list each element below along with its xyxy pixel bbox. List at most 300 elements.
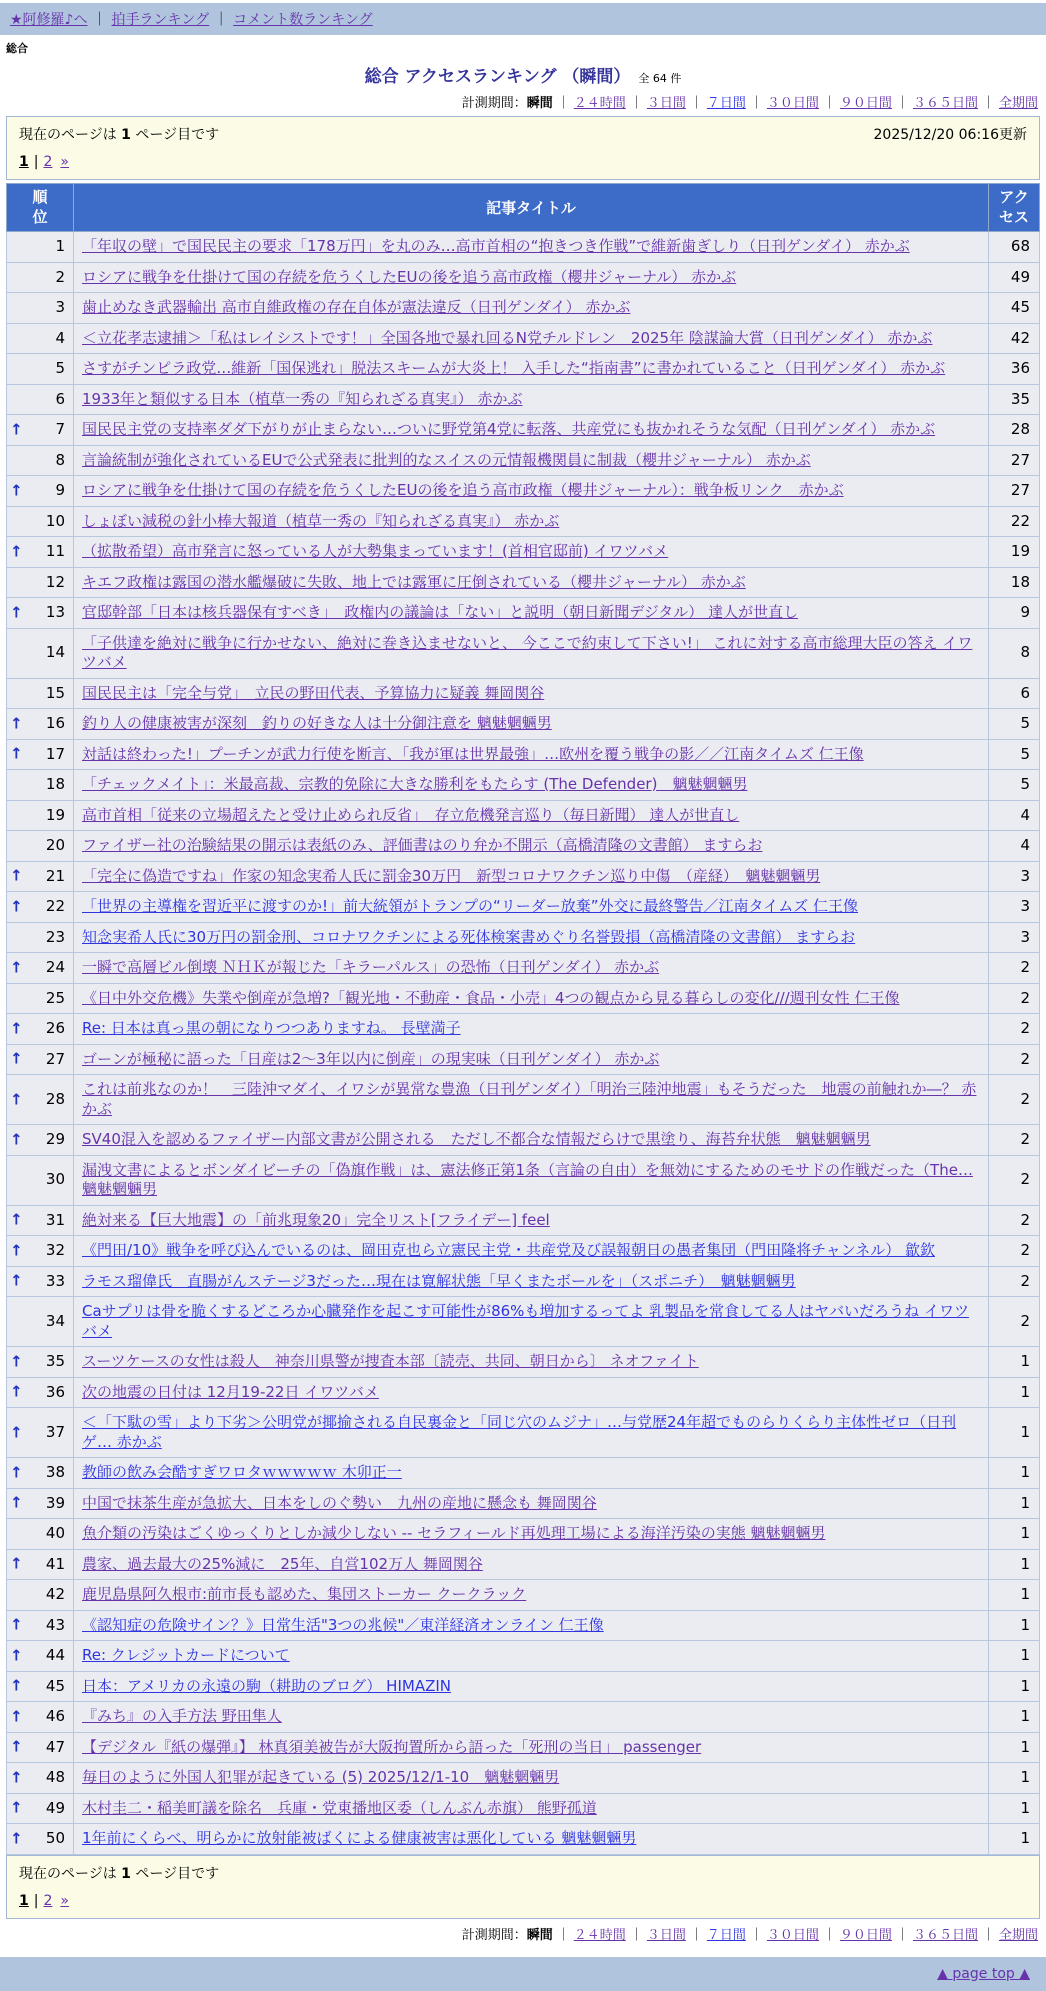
- access-count: 5: [989, 709, 1040, 740]
- table-row: [7, 770, 1040, 801]
- table-row: [7, 739, 1040, 770]
- period-link[interactable]: ７日間: [706, 96, 746, 111]
- rank-up-icon: ↑: [10, 1049, 23, 1068]
- rank-up-icon: ↑: [10, 1271, 23, 1290]
- article-link[interactable]: ラモス瑠偉氏 直腸がんステージ3だった…現在は寛解状態「早くまたボールを」（スポニチ） 魑魅魍魎男: [82, 1271, 796, 1290]
- section-label: 総合: [6, 42, 28, 55]
- article-title-cell: [74, 415, 989, 446]
- rank-number: 47: [45, 1737, 65, 1756]
- rank-cell: [7, 1549, 74, 1580]
- access-count: 1: [989, 1519, 1040, 1550]
- article-link[interactable]: 木村圭二・稲美町議を除名 兵庫・党東播地区委（しんぶん赤旗） 熊野孤道: [82, 1798, 597, 1817]
- rank-cell: [7, 1266, 74, 1297]
- rank-number: 50: [45, 1829, 65, 1847]
- page-links: [19, 1893, 1027, 1909]
- rank-cell: [7, 1155, 74, 1205]
- table-row: [7, 354, 1040, 385]
- article-title-cell: [74, 1641, 989, 1672]
- rank-cell: [7, 1205, 74, 1236]
- article-link[interactable]: 《認知症の危険サイン？》日常生活"3つの兆候"／東洋経済オンライン 仁王像: [82, 1615, 604, 1634]
- article-link[interactable]: 1年前にくらべ、明らかに放射能被ばくによる健康被害は悪化している 魑魅魍魎男: [82, 1829, 637, 1847]
- separator: ｜: [981, 1927, 995, 1943]
- rank-up-icon: ↑: [10, 1798, 23, 1817]
- rank-cell: [7, 1824, 74, 1855]
- separator: ｜: [749, 1927, 763, 1943]
- article-title-cell: [74, 1610, 989, 1641]
- rank-cell: [7, 1458, 74, 1489]
- access-count: 35: [989, 384, 1040, 415]
- article-title-cell: [74, 1671, 989, 1702]
- article-title-cell: [74, 800, 989, 831]
- article-title-cell: [74, 739, 989, 770]
- article-link[interactable]: 教師の飲み会酷すぎワロタｗｗｗｗｗ 木卯正一: [82, 1463, 402, 1481]
- article-link[interactable]: 漏洩文書によるとボンダイビーチの「偽旗作戦」は、憲法修正第1条（言論の自由）を無効にするためのモサドの作戦だった（The… 魑魅魍魎男: [82, 1160, 973, 1198]
- article-link[interactable]: 農家、過去最大の25%減に 25年、自営102万人 舞岡関谷: [82, 1554, 483, 1573]
- access-count: 2: [989, 1044, 1040, 1075]
- rank-up-icon: ↑: [10, 1130, 23, 1148]
- rank-cell: [7, 1641, 74, 1672]
- article-title-cell: [74, 628, 989, 678]
- separator: |: [33, 1892, 39, 1909]
- rank-up-icon: ↑: [10, 1382, 23, 1401]
- access-count: 1: [989, 1458, 1040, 1489]
- rank-number: 48: [45, 1768, 65, 1786]
- rank-number: 3: [55, 298, 65, 316]
- rank-column-header: 順位: [7, 184, 74, 232]
- rank-up-icon: ↑: [10, 1646, 23, 1664]
- rank-number: 4: [55, 328, 65, 347]
- table-row: [7, 1671, 1040, 1702]
- access-count: 45: [989, 293, 1040, 324]
- article-link[interactable]: 「年収の壁」で国民民主の要求「178万円」を丸のみ…高市首相の“抱きつき作戦”で維新歯ぎしり（日刊ゲンダイ） 赤かぶ: [82, 237, 910, 255]
- separator: ｜: [689, 96, 703, 111]
- rank-number: 24: [45, 958, 65, 976]
- article-link[interactable]: （拡散希望）高市発言に怒っている人が大勢集まっています！(首相官邸前) イワツバメ: [82, 542, 669, 560]
- article-link[interactable]: 官邸幹部「日本は核兵器保有すべき」 政権内の議論は「ない」と説明（朝日新聞デジタル） 達人が世直し: [82, 603, 799, 621]
- rank-number: 2: [55, 267, 65, 286]
- page-status: 現在のページは 1 ページ目です: [19, 1865, 220, 1882]
- separator: ｜: [822, 1927, 836, 1943]
- access-count: 2: [989, 1155, 1040, 1205]
- period-link[interactable]: ９０日間: [839, 96, 892, 111]
- period-label: 計測期間：: [461, 96, 527, 111]
- table-row: [7, 1044, 1040, 1075]
- period-link[interactable]: ３０日間: [766, 1927, 819, 1943]
- article-link[interactable]: 1933年と類似する日本（植草一秀の『知られざる真実』） 赤かぶ: [82, 389, 523, 408]
- rank-cell: [7, 1610, 74, 1641]
- table-row: [7, 537, 1040, 568]
- period-link[interactable]: ２４時間: [573, 96, 626, 111]
- article-title-cell: [74, 922, 989, 953]
- table-row: [7, 1702, 1040, 1733]
- rank-up-icon: ↑: [10, 958, 23, 976]
- next-page-link[interactable]: »: [60, 1892, 69, 1909]
- access-count: 28: [989, 415, 1040, 446]
- rank-up-icon: ↑: [10, 897, 23, 915]
- table-header-row: [7, 184, 1040, 232]
- access-count: 68: [989, 232, 1040, 263]
- access-count: 8: [989, 628, 1040, 678]
- access-count: 18: [989, 567, 1040, 598]
- access-count: 1: [989, 1671, 1040, 1702]
- table-row: [7, 1824, 1040, 1855]
- period-link[interactable]: ３６５日間: [912, 96, 978, 111]
- article-link[interactable]: ファイザー社の治験結果の開示は表紙のみ、評価書はのり弁か不開示（高橋清隆の文書館） ますらお: [82, 836, 763, 854]
- period-current: 瞬間: [526, 1927, 553, 1943]
- rank-number: 36: [45, 1382, 65, 1401]
- article-link[interactable]: Re: クレジットカードについて: [82, 1646, 290, 1664]
- rank-number: 34: [45, 1311, 65, 1330]
- rank-number: 35: [45, 1352, 65, 1370]
- table-row: [7, 1075, 1040, 1125]
- table-row: [7, 1297, 1040, 1347]
- rank-cell: [7, 354, 74, 385]
- separator: ｜: [981, 96, 995, 111]
- table-row: [7, 445, 1040, 476]
- rank-cell: [7, 1377, 74, 1408]
- article-title-cell: [74, 293, 989, 324]
- table-row: [7, 415, 1040, 446]
- access-count: 3: [989, 861, 1040, 892]
- rank-number: 31: [45, 1210, 65, 1229]
- rank-number: 5: [55, 359, 65, 377]
- bottom-bar: [0, 1957, 1046, 1991]
- rank-cell: [7, 861, 74, 892]
- article-link[interactable]: 国民民主党の支持率ダダ下がりが止まらない…ついに野党第4党に転落、共産党にも抜かれそうな気配（日刊ゲンダイ） 赤かぶ: [82, 420, 936, 438]
- period-link[interactable]: ９０日間: [839, 1927, 892, 1943]
- table-row: [7, 1266, 1040, 1297]
- separator: ｜: [629, 1927, 643, 1943]
- rank-up-icon: ↑: [10, 866, 23, 885]
- current-page-number: 1: [121, 127, 131, 143]
- rank-number: 38: [45, 1463, 65, 1481]
- rank-cell: [7, 1671, 74, 1702]
- rank-up-icon: ↑: [10, 1768, 23, 1786]
- page-link[interactable]: 2: [43, 154, 53, 170]
- rank-number: 8: [55, 450, 65, 469]
- article-title-cell: [74, 445, 989, 476]
- period-link[interactable]: ２４時間: [573, 1927, 626, 1943]
- access-count: 2: [989, 1075, 1040, 1125]
- access-count: 1: [989, 1580, 1040, 1611]
- article-link[interactable]: さすがチンピラ政党…維新「国保逃れ」脱法スキームが大炎上！ 入手した“指南書”に書かれていること（日刊ゲンダイ） 赤かぶ: [82, 359, 946, 377]
- rank-number: 43: [45, 1615, 65, 1634]
- article-link[interactable]: 歯止めなき武器輸出 高市自維政権の存在自体が憲法違反（日刊ゲンダイ） 赤かぶ: [82, 298, 631, 316]
- article-link[interactable]: ロシアに戦争を仕掛けて国の存続を危うくしたEUの後を追う高市政権（櫻井ジャーナル） 赤かぶ: [82, 267, 737, 286]
- table-row: [7, 1793, 1040, 1824]
- article-title-cell: [74, 506, 989, 537]
- rank-up-icon: ↑: [10, 1019, 23, 1037]
- article-link[interactable]: 一瞬で高層ビル倒壊 ＮＨＫが報じた「キラーパルス」の恐怖（日刊ゲンダイ） 赤かぶ: [82, 958, 660, 976]
- top-nav-link[interactable]: 拍手ランキング: [111, 12, 210, 28]
- page-top-link[interactable]: ▲ page top ▲: [937, 1965, 1030, 1982]
- access-count: 27: [989, 476, 1040, 507]
- article-title-cell: [74, 1702, 989, 1733]
- ranking-table: [6, 183, 1040, 1855]
- rank-number: 44: [45, 1646, 65, 1664]
- top-nav-link[interactable]: ★阿修羅♪へ: [10, 12, 88, 28]
- access-count: 3: [989, 922, 1040, 953]
- table-row: [7, 861, 1040, 892]
- article-title-cell: [74, 1347, 989, 1378]
- access-count: 27: [989, 445, 1040, 476]
- article-title-cell: [74, 1732, 989, 1763]
- article-link[interactable]: ＜「下駄の雪」より下劣＞公明党が揶揄される自民裏金と「同じ穴のムジナ」…与党歴24年超でものらりくらり主体性ゼロ（日刊ゲ… 赤かぶ: [82, 1413, 957, 1451]
- article-link[interactable]: 言論統制が強化されているEUで公式発表に批判的なスイスの元情報機関員に制裁（櫻井ジャーナル） 赤かぶ: [82, 450, 811, 469]
- access-count: 49: [989, 262, 1040, 293]
- table-row: [7, 1125, 1040, 1156]
- period-current: 瞬間: [526, 96, 553, 111]
- rank-cell: [7, 831, 74, 862]
- rank-up-icon: ↑: [10, 714, 23, 732]
- rank-cell: [7, 953, 74, 984]
- table-row: [7, 567, 1040, 598]
- rank-number: 45: [45, 1676, 65, 1695]
- article-title-cell: [74, 1763, 989, 1794]
- access-count: 1: [989, 1347, 1040, 1378]
- total-count: 全 64 件: [638, 72, 682, 85]
- access-count: 5: [989, 770, 1040, 801]
- rank-number: 22: [45, 897, 65, 915]
- table-row: [7, 1377, 1040, 1408]
- article-link[interactable]: 魚介類の汚染はごくゆっくりとしか減少しない -- セラフィールド再処理工場による海洋汚染の実態 魑魅魍魎男: [82, 1524, 826, 1542]
- table-row: [7, 831, 1040, 862]
- article-title-cell: [74, 1266, 989, 1297]
- access-count: 42: [989, 323, 1040, 354]
- access-count: 2: [989, 1205, 1040, 1236]
- rank-up-icon: ↑: [10, 1707, 23, 1725]
- rank-up-icon: ↑: [10, 744, 23, 763]
- article-title-cell: [74, 709, 989, 740]
- article-title-cell: [74, 1155, 989, 1205]
- top-nav-link[interactable]: コメント数ランキング: [233, 12, 373, 28]
- article-link[interactable]: 絶対来る【巨大地震】の「前兆現象20」完全リスト[フライデー] feel: [82, 1210, 550, 1229]
- article-link[interactable]: 《日中外交危機》失業や倒産が急増?「観光地・不動産・食品・小売」4つの観点から見る暮らしの変化///週刊女性 仁王像: [82, 988, 900, 1007]
- rank-number: 6: [55, 389, 65, 408]
- access-count: 1: [989, 1763, 1040, 1794]
- rank-up-icon: ↑: [10, 1737, 23, 1756]
- rank-up-icon: ↑: [10, 1352, 23, 1370]
- article-link[interactable]: 「子供達を絶対に戦争に行かせない、絶対に巻き込ませないと、 今ここで約束して下さい!」 これに対する高市総理大臣の答え イワツバメ: [82, 633, 973, 671]
- table-row: [7, 709, 1040, 740]
- article-link[interactable]: 知念実希人氏に30万円の罰金刑、コロナワクチンによる死体検案書めぐり名誉毀損（高橋清隆の文書館） ますらお: [82, 927, 856, 946]
- access-count: 4: [989, 831, 1040, 862]
- access-count: 9: [989, 598, 1040, 629]
- rank-number: 25: [45, 988, 65, 1007]
- rank-number: 42: [45, 1585, 65, 1603]
- period-label: 計測期間：: [461, 1927, 527, 1943]
- article-link[interactable]: Caサプリは骨を脆くするどころか心臓発作を起こす可能性が86%も増加するってよ 乳製品を常食してる人はヤバいだろうね イワツバメ: [82, 1302, 969, 1340]
- rank-number: 18: [45, 775, 65, 793]
- rank-number: 23: [45, 927, 65, 946]
- access-count: 1: [989, 1793, 1040, 1824]
- table-row: [7, 476, 1040, 507]
- rank-number: 29: [45, 1130, 65, 1148]
- article-title-cell: [74, 983, 989, 1014]
- updated-timestamp: 2025/12/20 06:16更新: [873, 127, 1027, 143]
- rank-cell: [7, 1793, 74, 1824]
- article-link[interactable]: 高市首相「従来の立場超えたと受け止められ反省」 存立危機発言巡り（毎日新聞） 達人が世直し: [82, 805, 740, 824]
- rank-number: 26: [45, 1019, 65, 1037]
- rank-cell: [7, 567, 74, 598]
- table-row: [7, 892, 1040, 923]
- top-nav-bar: [0, 3, 1046, 35]
- period-link[interactable]: 全期間: [998, 1927, 1038, 1943]
- article-link[interactable]: 「完全に偽造ですね」作家の知念実希人氏に罰金30万円 新型コロナワクチン巡り中傷 （産経） 魑魅魍魎男: [82, 866, 821, 885]
- article-title-cell: [74, 1793, 989, 1824]
- pagination-box-bottom: [6, 1855, 1040, 1919]
- rank-cell: [7, 1075, 74, 1125]
- table-row: [7, 1236, 1040, 1267]
- page-link-current[interactable]: 1: [19, 154, 29, 170]
- access-count: 22: [989, 506, 1040, 537]
- article-title-cell: [74, 861, 989, 892]
- pagination-box-top: [6, 116, 1040, 180]
- article-link[interactable]: 毎日のように外国人犯罪が起きている (5) 2025/12/1-10 魑魅魍魎男: [82, 1768, 560, 1786]
- article-link[interactable]: 「世界の主導権を習近平に渡すのか!」前大統領がトランプの“リーダー放棄”外交に最終警告／江南タイムズ 仁王像: [82, 897, 859, 915]
- rank-number: 10: [45, 511, 65, 530]
- rank-number: 39: [45, 1493, 65, 1512]
- article-link[interactable]: 「チェックメイト」：米最高裁、宗教的免除に大きな勝利をもたらす (The Defender) 魑魅魍魎男: [82, 775, 748, 793]
- rank-number: 41: [45, 1554, 65, 1573]
- article-link[interactable]: 釣り人の健康被害が深刻 釣りの好きな人は十分御注意を 魑魅魍魎男: [82, 714, 552, 732]
- rank-cell: [7, 1580, 74, 1611]
- access-column-header: アクセス: [989, 184, 1040, 232]
- period-link[interactable]: ３日間: [646, 96, 686, 111]
- article-title-cell: [74, 598, 989, 629]
- access-count: 1: [989, 1408, 1040, 1458]
- article-title-cell: [74, 678, 989, 709]
- period-link[interactable]: ３日間: [646, 1927, 686, 1943]
- article-title-cell: [74, 1125, 989, 1156]
- article-link[interactable]: SV40混入を認めるファイザー内部文書が公開される ただし不都合な情報だらけで黒塗り、海苔弁状態 魑魅魍魎男: [82, 1130, 871, 1148]
- rank-cell: [7, 1488, 74, 1519]
- separator: ｜: [895, 96, 909, 111]
- page-link-current[interactable]: 1: [19, 1892, 29, 1909]
- article-link[interactable]: ロシアに戦争を仕掛けて国の存続を危うくしたEUの後を追う高市政権（櫻井ジャーナル）：戦争板リンク 赤かぶ: [82, 481, 844, 499]
- rank-cell: [7, 922, 74, 953]
- period-link[interactable]: 全期間: [998, 96, 1038, 111]
- ranking-table-body: [7, 232, 1040, 1855]
- separator: ｜: [214, 12, 229, 28]
- article-link[interactable]: 《門田/10》戦争を呼び込んでいるのは、岡田克也ら立憲民主党・共産党及び誤報朝日の愚者集団（門田隆将チャンネル） 歙欽: [82, 1241, 936, 1259]
- table-row: [7, 1763, 1040, 1794]
- rank-number: 7: [55, 420, 65, 438]
- article-link[interactable]: 対話は終わった!」プーチンが武力行使を断言、「我が軍は世界最強」…欧州を覆う戦争の影／／江南タイムズ 仁王像: [82, 744, 864, 763]
- period-nav: [0, 92, 1038, 111]
- table-row: [7, 506, 1040, 537]
- current-page-number: 1: [121, 1865, 131, 1882]
- separator: ｜: [556, 96, 570, 111]
- rank-cell: [7, 1125, 74, 1156]
- article-title-cell: [74, 1488, 989, 1519]
- article-link[interactable]: 国民民主は「完全与党」 立民の野田代表、予算協力に疑義 舞岡関谷: [82, 683, 545, 702]
- separator: ｜: [895, 1927, 909, 1943]
- access-count: 2: [989, 953, 1040, 984]
- rank-cell: [7, 1347, 74, 1378]
- article-title-cell: [74, 831, 989, 862]
- rank-number: 20: [45, 836, 65, 854]
- rank-cell: [7, 445, 74, 476]
- article-link[interactable]: 『みち』の入手方法 野田隼人: [82, 1707, 282, 1725]
- rank-number: 19: [45, 805, 65, 824]
- rank-number: 16: [45, 714, 65, 732]
- rank-cell: [7, 476, 74, 507]
- article-title-cell: [74, 1297, 989, 1347]
- period-link[interactable]: ７日間: [706, 1927, 746, 1943]
- table-row: [7, 678, 1040, 709]
- article-link[interactable]: 鹿児島県阿久根市:前市長も認めた、集団ストーカー クークラック: [82, 1585, 527, 1603]
- table-row: [7, 800, 1040, 831]
- table-row: [7, 1458, 1040, 1489]
- article-link[interactable]: 日本：アメリカの永遠の駒（耕助のブログ） HIMAZIN: [82, 1676, 451, 1695]
- rank-cell: [7, 678, 74, 709]
- rank-number: 13: [45, 603, 65, 621]
- article-title-cell: [74, 323, 989, 354]
- article-title-cell: [74, 354, 989, 385]
- article-title-cell: [74, 1458, 989, 1489]
- access-count: 1: [989, 1702, 1040, 1733]
- article-link[interactable]: 次の地震の日付は 12月19-22日 イワツバメ: [82, 1382, 379, 1401]
- table-row: [7, 384, 1040, 415]
- table-row: [7, 983, 1040, 1014]
- article-link[interactable]: Re: 日本は真っ黒の朝になりつつありますね。 長壁満子: [82, 1019, 461, 1037]
- rank-up-icon: ↑: [10, 481, 23, 499]
- table-row: [7, 1610, 1040, 1641]
- rank-up-icon: ↑: [10, 1829, 23, 1847]
- article-title-cell: [74, 770, 989, 801]
- rank-number: 17: [45, 744, 65, 763]
- article-title-cell: [74, 1408, 989, 1458]
- rank-number: 40: [45, 1524, 65, 1542]
- rank-number: 12: [45, 572, 65, 591]
- page-links: [19, 154, 1027, 170]
- rank-cell: [7, 892, 74, 923]
- rank-number: 49: [45, 1798, 65, 1817]
- table-row: [7, 1408, 1040, 1458]
- access-count: 1: [989, 1549, 1040, 1580]
- rank-number: 1: [55, 237, 65, 255]
- article-title-cell: [74, 1205, 989, 1236]
- table-row: [7, 1347, 1040, 1378]
- rank-cell: [7, 800, 74, 831]
- article-link[interactable]: しょぼい減税の針小棒大報道（植草一秀の『知られざる真実』） 赤かぶ: [82, 511, 560, 530]
- article-link[interactable]: 中国で抹茶生産が急拡大、日本をしのぐ勢い 九州の産地に懸念も 舞岡関谷: [82, 1493, 597, 1512]
- article-title-cell: [74, 384, 989, 415]
- page-link[interactable]: 2: [43, 1892, 53, 1909]
- rank-cell: [7, 232, 74, 263]
- table-row: [7, 262, 1040, 293]
- rank-cell: [7, 262, 74, 293]
- article-title-cell: [74, 1519, 989, 1550]
- access-count: 6: [989, 678, 1040, 709]
- table-row: [7, 628, 1040, 678]
- article-link[interactable]: 【デジタル『紙の爆弾』】 林真須美被告が大阪拘置所から語った「死刑の当日」 passenger: [82, 1737, 702, 1756]
- article-link[interactable]: ＜立花孝志逮捕＞「私はレイシストです！」全国各地で暴れ回るN党チルドレン 2025年 陰謀論大賞（日刊ゲンダイ） 赤かぶ: [82, 328, 933, 347]
- rank-up-icon: ↑: [10, 1463, 23, 1481]
- rank-cell: [7, 1763, 74, 1794]
- article-link[interactable]: キエフ政権は露国の潜水艦爆破に失敗、地上では露軍に圧倒されている（櫻井ジャーナル） 赤かぶ: [82, 572, 746, 591]
- rank-up-icon: ↑: [10, 1210, 23, 1229]
- article-link[interactable]: スーツケースの女性は殺人 神奈川県警が捜査本部〔読売、共同、朝日から〕 ネオファイト: [82, 1352, 699, 1370]
- period-link[interactable]: ３６５日間: [912, 1927, 978, 1943]
- period-link[interactable]: ３０日間: [766, 96, 819, 111]
- article-link[interactable]: これは前兆なのか！ 三陸沖マダイ、イワシが異常な豊漁（日刊ゲンダイ）「明治三陸沖地震」もそうだった 地震の前触れか―？ 赤かぶ: [82, 1080, 977, 1118]
- next-page-link[interactable]: »: [60, 154, 69, 170]
- separator: |: [33, 154, 39, 170]
- access-count: 4: [989, 800, 1040, 831]
- article-link[interactable]: ゴーンが極秘に語った「日産は2～3年以内に倒産」の現実味（日刊ゲンダイ） 赤かぶ: [82, 1049, 660, 1068]
